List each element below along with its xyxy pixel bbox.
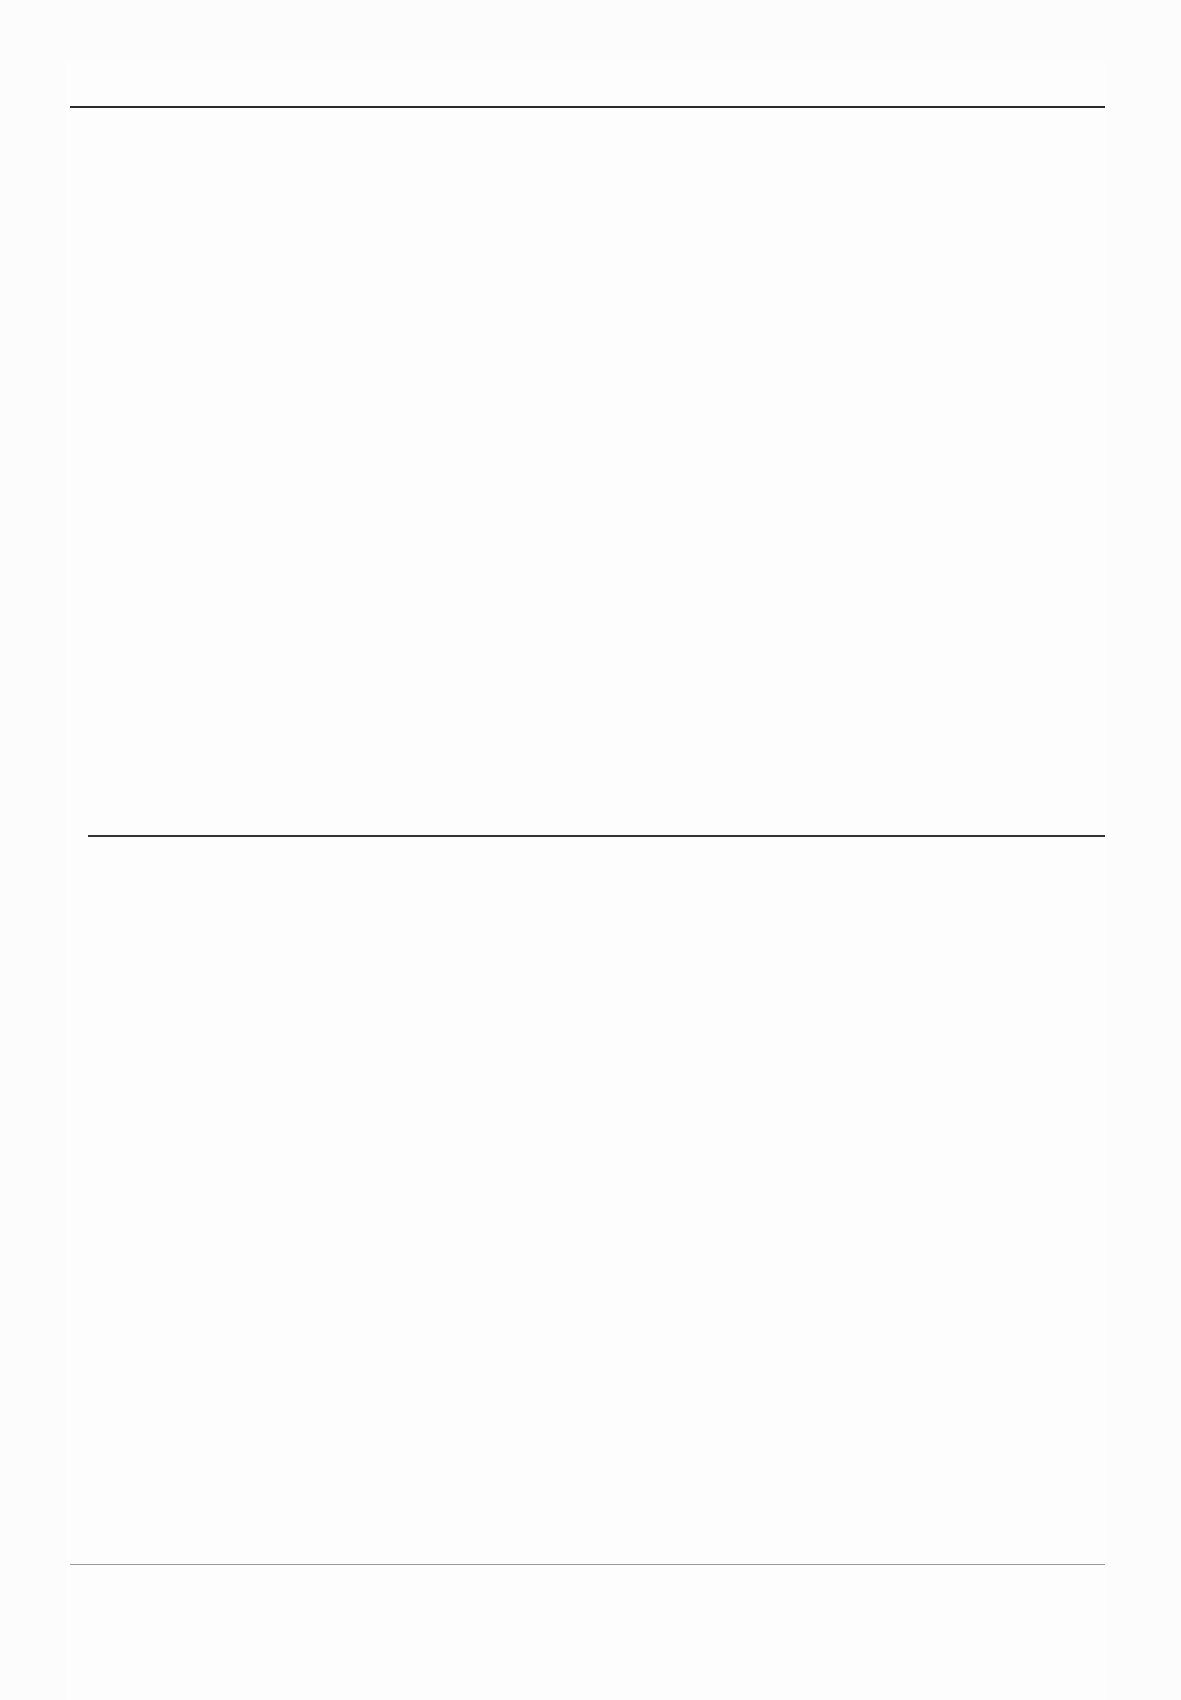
tier-divider-rule: [88, 835, 1105, 837]
page-header: [70, 70, 1105, 106]
footer-rule: [70, 1564, 1105, 1565]
issue-date: [178, 76, 181, 101]
upper-tier-text: [88, 124, 1100, 824]
header-rule: [70, 106, 1105, 108]
lower-tier-text: [88, 848, 1100, 1558]
